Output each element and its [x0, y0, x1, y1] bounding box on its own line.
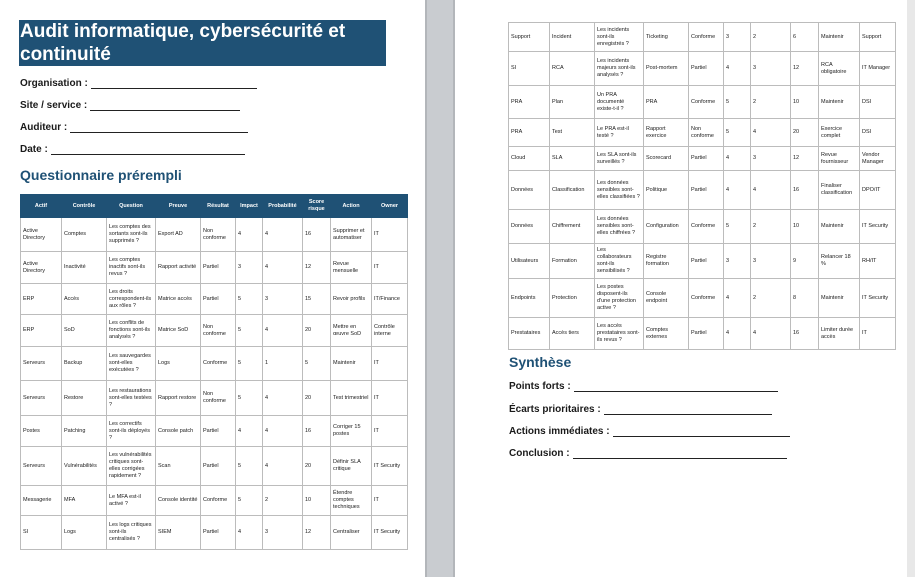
- table-cell: Partiel: [689, 244, 724, 279]
- table-cell: Partiel: [689, 147, 724, 171]
- field-label: Actions immédiates :: [509, 426, 610, 437]
- table-cell: Non conforme: [201, 218, 236, 252]
- table-cell: 4: [724, 52, 751, 86]
- table-row: [21, 486, 408, 516]
- table-cell: 4: [751, 119, 791, 147]
- table-cell: Classification: [550, 171, 595, 210]
- table-cell: 4: [263, 416, 303, 447]
- table-cell: Les SLA sont-ils surveillés ?: [595, 147, 644, 171]
- table-cell: 12: [303, 252, 331, 284]
- table-cell: IT Manager: [860, 52, 896, 86]
- table-cell: Le MFA est-il activé ?: [107, 486, 156, 516]
- table-cell: 4: [236, 516, 263, 550]
- table-cell: Revoir profils: [331, 284, 372, 315]
- table-cell: Les incidents majeurs sont-ils analysés ?: [595, 52, 644, 86]
- table-cell: Protection: [550, 279, 595, 318]
- table-cell: Logs: [156, 347, 201, 381]
- table-cell: Corriger 15 postes: [331, 416, 372, 447]
- table-cell: Serveurs: [21, 381, 62, 416]
- table-row: [21, 447, 408, 486]
- synthese-title: Synthèse: [509, 354, 572, 370]
- table-cell: IT/Finance: [372, 284, 408, 315]
- table-cell: 16: [303, 416, 331, 447]
- table-cell: Scorecard: [644, 147, 689, 171]
- table-cell: Ticketing: [644, 23, 689, 52]
- vertical-scrollbar[interactable]: [906, 0, 915, 577]
- field-actions: [509, 426, 790, 437]
- table-cell: 2: [751, 210, 791, 244]
- table-cell: Non conforme: [201, 381, 236, 416]
- table-cell: Partiel: [201, 284, 236, 315]
- table-cell: 5: [236, 284, 263, 315]
- table-row: [509, 318, 896, 350]
- table-cell: 20: [303, 447, 331, 486]
- table-cell: Revue fournisseur: [819, 147, 860, 171]
- table-cell: PRA: [509, 119, 550, 147]
- table-cell: Postes: [21, 416, 62, 447]
- table-cell: 12: [303, 516, 331, 550]
- column-header: Actif: [21, 195, 62, 218]
- column-header: Impact: [236, 195, 263, 218]
- table-cell: Accès: [62, 284, 107, 315]
- table-cell: 16: [303, 218, 331, 252]
- table-cell: Chiffrement: [550, 210, 595, 244]
- field-label: Date :: [20, 144, 48, 155]
- table-row: [509, 147, 896, 171]
- table-cell: RH/IT: [860, 244, 896, 279]
- table-cell: Les comptes inactifs sont-ils revus ?: [107, 252, 156, 284]
- table-cell: SIEM: [156, 516, 201, 550]
- table-cell: 4: [263, 315, 303, 347]
- table-cell: 20: [791, 119, 819, 147]
- blank-line[interactable]: [604, 405, 772, 415]
- table-cell: Registre formation: [644, 244, 689, 279]
- table-cell: ERP: [21, 284, 62, 315]
- table-cell: 4: [724, 171, 751, 210]
- table-cell: Partiel: [689, 171, 724, 210]
- table-cell: 5: [236, 486, 263, 516]
- field-points-forts: [509, 381, 778, 392]
- table-cell: 3: [724, 244, 751, 279]
- column-header: Action: [331, 195, 372, 218]
- blank-line[interactable]: [90, 101, 240, 111]
- column-header: Score risque: [303, 195, 331, 218]
- table-cell: Utilisateurs: [509, 244, 550, 279]
- table-cell: Les correctifs sont-ils déployés ?: [107, 416, 156, 447]
- table-cell: Partiel: [689, 318, 724, 350]
- table-row: [509, 86, 896, 119]
- table-cell: 3: [236, 252, 263, 284]
- table-cell: Vulnérabilités: [62, 447, 107, 486]
- column-header: Question: [107, 195, 156, 218]
- table-cell: Rapport restore: [156, 381, 201, 416]
- table-cell: Partiel: [201, 416, 236, 447]
- table-row: [21, 284, 408, 315]
- field-organisation: [20, 78, 257, 89]
- table-cell: 12: [791, 147, 819, 171]
- table-cell: Export AD: [156, 218, 201, 252]
- table-cell: Formation: [550, 244, 595, 279]
- field-date: [20, 144, 245, 155]
- table-cell: Les conflits de fonctions sont-ils analysés ?: [107, 315, 156, 347]
- table-cell: IT: [372, 347, 408, 381]
- table-cell: 2: [751, 279, 791, 318]
- table-cell: Active Directory: [21, 218, 62, 252]
- table-cell: Contrôle interne: [372, 315, 408, 347]
- table-row: [509, 23, 896, 52]
- table-cell: Mettre en œuvre SoD: [331, 315, 372, 347]
- table-cell: Maintenir: [819, 210, 860, 244]
- table-cell: 5: [303, 347, 331, 381]
- table-cell: 4: [236, 218, 263, 252]
- table-cell: Serveurs: [21, 347, 62, 381]
- table-cell: Maintenir: [331, 347, 372, 381]
- table-cell: Comptes externes: [644, 318, 689, 350]
- table-cell: 20: [303, 381, 331, 416]
- field-ecarts: [509, 404, 772, 415]
- table-cell: IT: [372, 381, 408, 416]
- table-cell: Les droits correspondent-ils aux rôles ?: [107, 284, 156, 315]
- table-cell: 16: [791, 171, 819, 210]
- table-cell: 4: [263, 252, 303, 284]
- table-cell: Accès tiers: [550, 318, 595, 350]
- table-cell: 5: [724, 86, 751, 119]
- table-cell: Comptes: [62, 218, 107, 252]
- document-title: Audit informatique, cybersécurité et continuité: [19, 20, 386, 66]
- table-cell: 10: [791, 86, 819, 119]
- table-cell: IT Security: [372, 447, 408, 486]
- table-cell: 5: [236, 347, 263, 381]
- table-cell: Partiel: [201, 252, 236, 284]
- table-cell: 1: [263, 347, 303, 381]
- table-cell: 2: [751, 23, 791, 52]
- table-cell: Inactivité: [62, 252, 107, 284]
- table-cell: IT: [860, 318, 896, 350]
- column-header: Preuve: [156, 195, 201, 218]
- table-cell: Conforme: [689, 23, 724, 52]
- table-cell: Active Directory: [21, 252, 62, 284]
- table-cell: 4: [724, 318, 751, 350]
- field-label: Points forts :: [509, 381, 571, 392]
- table-cell: 5: [236, 381, 263, 416]
- field-label: Conclusion :: [509, 448, 570, 459]
- table-row: [21, 381, 408, 416]
- table-row: [21, 252, 408, 284]
- table-cell: 2: [263, 486, 303, 516]
- table-row: [21, 416, 408, 447]
- table-cell: Patching: [62, 416, 107, 447]
- table-cell: 12: [791, 52, 819, 86]
- table-cell: 3: [724, 23, 751, 52]
- table-cell: 4: [724, 147, 751, 171]
- field-conclusion: [509, 448, 787, 459]
- table-cell: Les sauvegardes sont-elles exécutées ?: [107, 347, 156, 381]
- table-cell: Données: [509, 210, 550, 244]
- field-auditeur: [20, 122, 248, 133]
- table-cell: IT: [372, 416, 408, 447]
- table-cell: Limiter durée accès: [819, 318, 860, 350]
- table-cell: 4: [724, 279, 751, 318]
- table-cell: Test: [550, 119, 595, 147]
- table-row: [509, 210, 896, 244]
- field-label: Organisation :: [20, 78, 88, 89]
- column-header: Probabilité: [263, 195, 303, 218]
- table-cell: IT Security: [860, 210, 896, 244]
- table-cell: IT Security: [860, 279, 896, 318]
- table-cell: Maintenir: [819, 279, 860, 318]
- table-cell: 4: [263, 447, 303, 486]
- table-cell: Les données sensibles sont-elles chiffrées ?: [595, 210, 644, 244]
- table-cell: Supprimer et automatiser: [331, 218, 372, 252]
- table-cell: Relancer 18 %: [819, 244, 860, 279]
- blank-line[interactable]: [613, 427, 790, 437]
- table-cell: DSI: [860, 86, 896, 119]
- table-cell: Conforme: [689, 210, 724, 244]
- table-cell: Les données sensibles sont-elles classifiées ?: [595, 171, 644, 210]
- page-2: [455, 0, 907, 577]
- table-cell: IT: [372, 252, 408, 284]
- table-cell: ERP: [21, 315, 62, 347]
- table-cell: Conforme: [201, 486, 236, 516]
- table-cell: Matrice accès: [156, 284, 201, 315]
- table-row: [21, 516, 408, 550]
- table-cell: 20: [303, 315, 331, 347]
- field-label: Écarts prioritaires :: [509, 404, 601, 415]
- table-cell: Politique: [644, 171, 689, 210]
- table-cell: Non conforme: [201, 315, 236, 347]
- table-cell: 5: [236, 447, 263, 486]
- table-cell: Console identité: [156, 486, 201, 516]
- table-cell: Les vulnérabilités critiques sont-elles corrigées rapidement ?: [107, 447, 156, 486]
- table-row: [509, 279, 896, 318]
- table-row: [21, 218, 408, 252]
- table-cell: 4: [263, 218, 303, 252]
- table-cell: 3: [751, 244, 791, 279]
- table-row: [509, 119, 896, 147]
- table-header-row: [21, 195, 408, 218]
- table-cell: PRA: [644, 86, 689, 119]
- table-cell: 6: [791, 23, 819, 52]
- page-1: [0, 0, 425, 577]
- table-cell: Console patch: [156, 416, 201, 447]
- table-cell: 4: [751, 171, 791, 210]
- table-cell: Scan: [156, 447, 201, 486]
- table-cell: Console endpoint: [644, 279, 689, 318]
- audit-table-part-1: [20, 194, 408, 550]
- table-cell: Conforme: [689, 86, 724, 119]
- table-cell: MFA: [62, 486, 107, 516]
- blank-line[interactable]: [70, 123, 248, 133]
- table-cell: IT: [372, 486, 408, 516]
- table-cell: Les restaurations sont-elles testées ?: [107, 381, 156, 416]
- table-cell: SLA: [550, 147, 595, 171]
- table-cell: 10: [303, 486, 331, 516]
- table-cell: Conforme: [689, 279, 724, 318]
- blank-line[interactable]: [574, 382, 778, 392]
- table-cell: Maintenir: [819, 86, 860, 119]
- table-row: [21, 347, 408, 381]
- blank-line[interactable]: [573, 449, 787, 459]
- table-cell: Les comptes des sortants sont-ils supprimés ?: [107, 218, 156, 252]
- table-cell: 15: [303, 284, 331, 315]
- table-cell: Finaliser classification: [819, 171, 860, 210]
- table-cell: Revue mensuelle: [331, 252, 372, 284]
- table-cell: Cloud: [509, 147, 550, 171]
- field-label: Site / service :: [20, 100, 88, 111]
- table-cell: Conforme: [201, 347, 236, 381]
- table-cell: Support: [860, 23, 896, 52]
- table-cell: Les logs critiques sont-ils centralisés ?: [107, 516, 156, 550]
- column-header: Owner: [372, 195, 408, 218]
- questionnaire-title: Questionnaire prérempli: [20, 167, 182, 183]
- field-site: [20, 100, 240, 111]
- table-cell: Exercice complet: [819, 119, 860, 147]
- table-cell: Incident: [550, 23, 595, 52]
- page-gap: [425, 0, 455, 577]
- table-cell: Plan: [550, 86, 595, 119]
- table-cell: Logs: [62, 516, 107, 550]
- table-cell: 4: [263, 381, 303, 416]
- table-cell: Messagerie: [21, 486, 62, 516]
- table-row: [509, 52, 896, 86]
- audit-table-part-2: [508, 22, 896, 350]
- table-row: [21, 315, 408, 347]
- blank-line[interactable]: [51, 145, 245, 155]
- table-cell: Prestataires: [509, 318, 550, 350]
- table-cell: RCA: [550, 52, 595, 86]
- table-cell: RCA obligatoire: [819, 52, 860, 86]
- table-cell: 3: [263, 516, 303, 550]
- table-cell: DSI: [860, 119, 896, 147]
- table-cell: Restore: [62, 381, 107, 416]
- column-header: Contrôle: [62, 195, 107, 218]
- table-cell: Rapport exercice: [644, 119, 689, 147]
- table-cell: 4: [751, 318, 791, 350]
- table-cell: Les accès prestataires sont-ils revus ?: [595, 318, 644, 350]
- blank-line[interactable]: [91, 79, 257, 89]
- table-cell: 5: [724, 119, 751, 147]
- field-label: Auditeur :: [20, 122, 68, 133]
- table-cell: Endpoints: [509, 279, 550, 318]
- table-cell: Vendor Manager: [860, 147, 896, 171]
- table-cell: Données: [509, 171, 550, 210]
- table-cell: Serveurs: [21, 447, 62, 486]
- table-cell: Partiel: [201, 447, 236, 486]
- table-cell: 8: [791, 279, 819, 318]
- table-cell: Définir SLA critique: [331, 447, 372, 486]
- table-cell: Partiel: [689, 52, 724, 86]
- table-cell: Un PRA documenté existe-t-il ?: [595, 86, 644, 119]
- table-cell: Le PRA est-il testé ?: [595, 119, 644, 147]
- table-cell: 16: [791, 318, 819, 350]
- table-cell: Les collaborateurs sont-ils sensibilisés ?: [595, 244, 644, 279]
- table-cell: Configuration: [644, 210, 689, 244]
- table-cell: Partiel: [201, 516, 236, 550]
- table-cell: Backup: [62, 347, 107, 381]
- table-row: [509, 244, 896, 279]
- table-cell: Matrice SoD: [156, 315, 201, 347]
- table-cell: 9: [791, 244, 819, 279]
- table-cell: 10: [791, 210, 819, 244]
- table-cell: 4: [236, 416, 263, 447]
- table-cell: Support: [509, 23, 550, 52]
- table-cell: Les postes disposent-ils d'une protection active ?: [595, 279, 644, 318]
- table-cell: Étendre comptes techniques: [331, 486, 372, 516]
- table-cell: IT: [372, 218, 408, 252]
- table-cell: Centraliser: [331, 516, 372, 550]
- table-cell: IT Security: [372, 516, 408, 550]
- table-cell: 5: [236, 315, 263, 347]
- table-cell: DPO/IT: [860, 171, 896, 210]
- table-cell: SoD: [62, 315, 107, 347]
- table-cell: Maintenir: [819, 23, 860, 52]
- table-cell: SI: [21, 516, 62, 550]
- table-cell: PRA: [509, 86, 550, 119]
- table-cell: 2: [751, 86, 791, 119]
- table-cell: SI: [509, 52, 550, 86]
- table-row: [509, 171, 896, 210]
- table-cell: Post-mortem: [644, 52, 689, 86]
- table-cell: Rapport activité: [156, 252, 201, 284]
- table-cell: 5: [724, 210, 751, 244]
- table-cell: 3: [751, 147, 791, 171]
- table-cell: Non conforme: [689, 119, 724, 147]
- table-cell: 3: [751, 52, 791, 86]
- column-header: Résultat: [201, 195, 236, 218]
- table-cell: Les incidents sont-ils enregistrés ?: [595, 23, 644, 52]
- table-cell: Test trimestriel: [331, 381, 372, 416]
- table-cell: 3: [263, 284, 303, 315]
